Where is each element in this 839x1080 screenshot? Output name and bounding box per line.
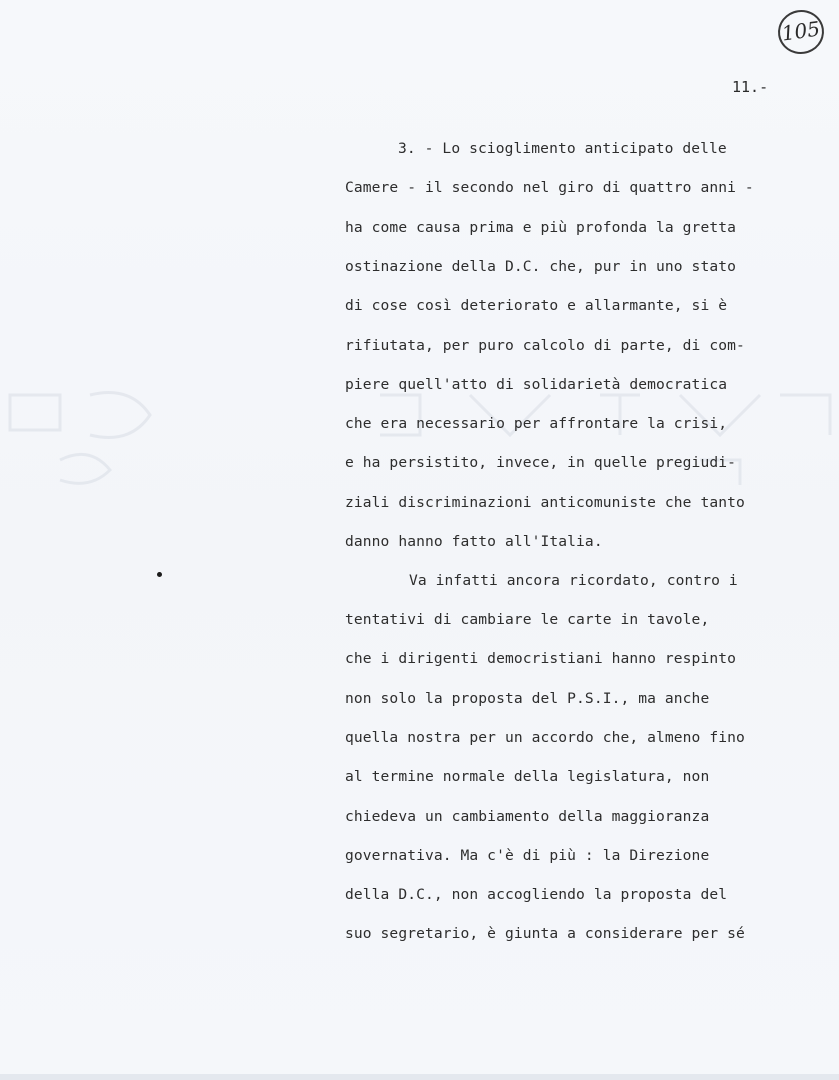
- archive-number-stamp: [775, 7, 827, 57]
- text-line: al termine normale della legislatura, non: [345, 768, 710, 785]
- text-line: e ha persistito, invece, in quelle pregiudi-: [345, 454, 736, 471]
- text-line: ostinazione della D.C. che, pur in uno stato: [345, 258, 736, 275]
- watermark: [0, 375, 839, 495]
- page-number: 11.-: [732, 78, 769, 96]
- archive-number: 105: [780, 16, 822, 46]
- text-line: Camere - il secondo nel giro di quattro anni -: [345, 179, 754, 196]
- text-line: ziali discriminazioni anticomuniste che tanto: [345, 494, 745, 511]
- text-line: governativa. Ma c'è di più : la Direzione: [345, 847, 710, 864]
- text-line: suo segretario, è giunta a considerare per sé: [345, 925, 745, 942]
- text-line: chiedeva un cambiamento della maggioranza: [345, 808, 710, 825]
- text-line: rifiutata, per puro calcolo di parte, di com-: [345, 337, 745, 354]
- text-line: che era necessario per affrontare la crisi,: [345, 415, 728, 432]
- text-line: ha come causa prima e più profonda la gretta: [345, 219, 736, 236]
- text-line: che i dirigenti democristiani hanno respinto: [345, 650, 736, 667]
- scan-edge: [0, 1074, 839, 1080]
- text-line: Va infatti ancora ricordato, contro i: [409, 572, 738, 589]
- text-line: 3. - Lo scioglimento anticipato delle: [398, 140, 727, 157]
- text-line: piere quell'atto di solidarietà democratica: [345, 376, 728, 393]
- text-line: non solo la proposta del P.S.I., ma anche: [345, 690, 710, 707]
- ink-dot: [157, 572, 162, 577]
- text-line: danno hanno fatto all'Italia.: [345, 533, 603, 550]
- text-line: tentativi di cambiare le carte in tavole,: [345, 611, 710, 628]
- text-line: della D.C., non accogliendo la proposta del: [345, 886, 728, 903]
- text-line: di cose così deteriorato e allarmante, si è: [345, 297, 728, 314]
- text-line: quella nostra per un accordo che, almeno fino: [345, 729, 745, 746]
